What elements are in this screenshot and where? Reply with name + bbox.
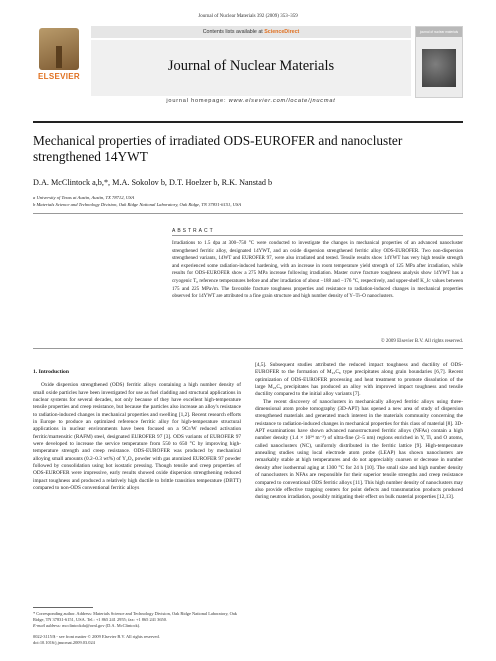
elsevier-tree-logo <box>33 26 85 84</box>
cover-label: journal of nuclear materials <box>416 27 462 37</box>
issn-line: 0022-3115/$ - see front matter © 2009 Elsevier B.V. All rights reserved. <box>33 634 160 639</box>
homepage-link[interactable]: www.elsevier.com/locate/jnucmat <box>228 98 336 104</box>
doi-line[interactable]: doi:10.1016/j.jnucmat.2009.03.024 <box>33 640 95 645</box>
body-paragraph: [4,5]. Subsequent studies attributed the reduced impact toughness and ductility of ODS-EUROFER to the formation of M₂₃C₆ type precipitates along grain boundaries [6,7]. Recent optimization of ODS-EUROFER processing and heat treatment to promote dissolution of the large M₂₃C₆ precipitates has produced an alloy with improved impact toughness and tensile ductility compared to the initial alloy variants [7]. <box>255 362 463 398</box>
divider <box>33 213 463 214</box>
journal-banner <box>91 26 411 106</box>
email-label: E-mail address: <box>33 623 62 628</box>
publication-info <box>33 634 241 646</box>
header-rule <box>33 121 463 123</box>
affiliation-a: a University of Texas at Austin, Austin, TX 78712, USA <box>33 195 135 200</box>
journal-cover-thumbnail <box>415 26 463 98</box>
cover-image <box>422 49 456 87</box>
corresponding-author-note <box>33 611 241 629</box>
right-column <box>255 362 463 502</box>
footnote-rule <box>33 607 93 608</box>
email-address[interactable]: mcclintockda@ornl.gov (D.A. McClintock). <box>62 623 141 628</box>
sciencedirect-link[interactable]: ScienceDirect <box>264 29 300 35</box>
abstract-text: Irradiations to 1.5 dpa at 300–750 °C were conducted to investigate the changes in mechanical properties of an advanced nanocluster strengthened ferritic alloy, designated 14YWT, and an oxide dispersion strengthened ferritic alloy ODS-EUROFER. Two non-dispersion strengthened variants, 14WT and EUROFER 97, were also irradiated and tested. Tensile results show 14YWT has very high tensile strength and experienced some radiation-induced hardening, with an increase in room temperature yield strength of 125 MPa after irradiation, while results for ODS-EUROFER show a 275 MPa increase following irradiation. Master curve fracture toughness analysis show 14YWT has a cryogenic T₀ reference temperatures before and after irradiation of about −188 and −176 °C, respectively, and upper-shelf K_Jc values between 175 and 225 MPa√m. The favorable fracture toughness properties and resistance to radiation-induced changes in mechanical properties observed for 14YWT are attributed to a fine grain structure and high number density of Y–Ti–O nanoclusters. <box>172 240 463 300</box>
copyright-notice: © 2009 Elsevier B.V. All rights reserved. <box>380 339 463 344</box>
body-paragraph: Oxide dispersion strengthened (ODS) ferritic alloys containing a high number density of small oxide particles have been investigated for use as fuel cladding and structural applications in nuclear systems for several decades, not only because of they have excellent high-temperature tensile properties and creep resistance, but because the particles also increase an alloy's resistance to radiation-induced changes in mechanical properties and swelling [1,2]. Recent research efforts in Europe to produce an optimized reference ferritic alloy for high-temperature structural applications in nuclear environments have been focused on a 9Cr/W reduced activation ferritic/martensitic (RAFM) steel, designated EUROFER 97 [3]. ODS variants of EUROFER 97 were developed to increase the service temperature from 550 to 650 °C by improving high-temperature strength and creep resistance. ODS-EUROFER was produced by mechanical alloying small amounts (0.2–0.3 wt%) of Y₂O₃ powder with gas atomized EUROFER 97 powder followed by consolidation using hot isostatic pressing. Though tensile and creep properties of ODS-EUROFER were impressive, early results showed oxide dispersion strengthening reduced impact toughness and produced a relatively high ductile to brittle transition temperature (DBTT) compared to non-ODS conventional ferritic alloys <box>33 382 241 492</box>
homepage-prefix: journal homepage: <box>166 98 229 104</box>
divider <box>33 348 463 349</box>
tree-icon <box>39 28 79 70</box>
abstract-heading: ABSTRACT <box>172 228 215 234</box>
affiliation-b: b Materials Science and Technology Division, Oak Ridge National Laboratory, Oak Ridge, TN 37831-6151, USA <box>33 202 242 207</box>
email-line <box>33 623 241 629</box>
journal-homepage <box>91 96 411 107</box>
abstract-rule <box>172 235 463 236</box>
masthead <box>33 26 463 118</box>
section-heading: 1. Introduction <box>33 369 69 375</box>
publisher-logo-text: ELSEVIER <box>38 72 80 81</box>
journal-title: Journal of Nuclear Materials <box>167 58 335 74</box>
journal-title-box <box>91 40 411 96</box>
author-list: D.A. McClintock a,b,*, M.A. Sokolov b, D.T. Hoelzer b, R.K. Nanstad b <box>33 178 273 187</box>
corresponding-author-text: * Corresponding author. Address: Materials Science and Technology Division, Oak Ridge National Laboratory, Oak Ridge, TN 37831-6151, USA. Tel.: +1 865 241 2955; fax: +1 865 241 3650. <box>33 611 237 622</box>
body-paragraph: The recent discovery of nanoclusters in mechanically alloyed ferritic alloys using three-dimensional atom probe tomography (3D-APT) has opened a new area of study of dispersion strengthened materials and generated much interest in the materials community concerning the resistance to radiation-induced changes in mechanical properties for this class of material [8]. 3D-APT examinations have shown advanced nanostructured ferritic alloys (NFAs) contain a high number density (1.4 × 10²⁴ m⁻³) of ultra-fine (2–5 nm) regions enriched in Y, Ti, and O atoms, called nanoclusters (NC), uniformly distributed in the ferritic lattice [9]. High-temperature annealing studies using local electrode atom probe (LEAP) has shown nanoclusters are remarkably stable at high temperatures and do not appreciably coarsen or decrease in number density after isothermal aging at 1300 °C for 24 h [10]. The small size and high number density of nanoclusters in NFAs are responsible for their superior tensile strengths and creep resistance compared to conventional ODS ferritic alloys [11]. This high number density of nanoclusters may also provide effective trapping centers for point defects and transmutation products produced during neutron irradiation, possibly mitigating their effect on bulk material properties [12,13]. <box>255 398 463 501</box>
article-title: Mechanical properties of irradiated ODS-EUROFER and nanocluster strengthened 14YWT <box>33 133 403 164</box>
left-column <box>33 369 241 493</box>
journal-reference: Journal of Nuclear Materials 392 (2009) 353–359 <box>198 14 298 19</box>
contents-bar <box>91 26 411 38</box>
contents-prefix: Contents lists available at <box>202 29 265 35</box>
